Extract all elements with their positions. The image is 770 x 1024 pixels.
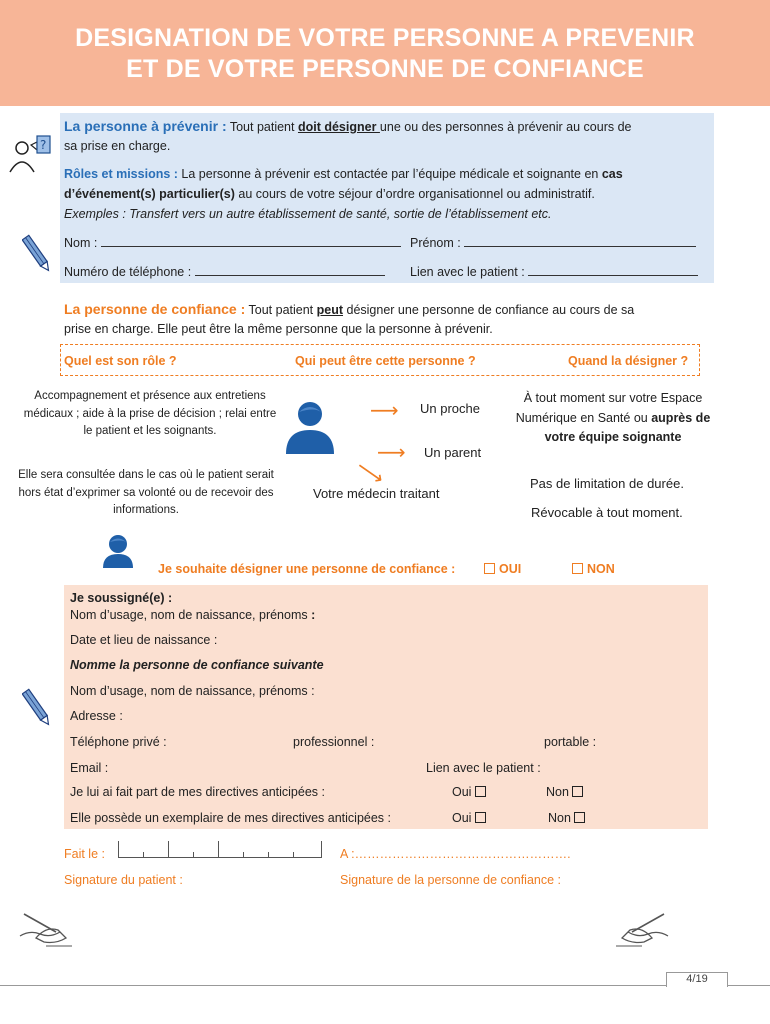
checkbox-oui[interactable]: OUI <box>484 561 521 577</box>
arrow-right-icon: ⟶ <box>370 400 399 422</box>
soussigne-label: Je soussigné(e) : <box>70 591 173 605</box>
checkbox-icon[interactable] <box>484 563 495 574</box>
prevenir-intro: La personne à prévenir : Tout patient doit désigner une ou des personnes à prévenir au cours de <box>64 118 632 134</box>
telephone-portable-field[interactable]: portable : <box>544 735 597 749</box>
question-when: Quand la désigner ? <box>568 354 689 368</box>
directives-copy-oui[interactable]: Oui <box>452 810 490 826</box>
page-number: 4/19 <box>666 972 728 987</box>
question-who: Qui peut être cette personne ? <box>295 354 476 368</box>
who-parent: Un parent <box>424 445 482 460</box>
title-banner <box>0 0 770 106</box>
fait-le-label: Fait le : <box>64 847 105 861</box>
pen-icon <box>22 686 52 730</box>
directives-part-non[interactable]: Non <box>546 784 587 800</box>
page-title-line-2: ET DE VOTRE PERSONNE DE CONFIANCE <box>126 55 644 83</box>
telephone-field[interactable]: Numéro de téléphone : <box>64 263 385 280</box>
signing-hand-icon <box>614 908 672 948</box>
date-lieu-field[interactable]: Date et lieu de naissance : <box>70 633 218 647</box>
nom-usage-confiance-field[interactable]: Nom d’usage, nom de naissance, prénoms : <box>70 684 315 698</box>
lieu-field[interactable]: A :……………………………………………. <box>340 847 571 861</box>
person-icon <box>284 400 336 454</box>
prevenir-heading: La personne à prévenir : <box>64 118 227 134</box>
lien-field[interactable]: Lien avec le patient : <box>410 263 698 280</box>
checkbox-icon[interactable] <box>572 563 583 574</box>
question-role: Quel est son rôle ? <box>64 354 177 368</box>
telephone-pro-field[interactable]: professionnel : <box>293 735 375 749</box>
email-field[interactable]: Email : <box>70 761 109 775</box>
when-no-limit: Pas de limitation de durée. <box>530 476 684 491</box>
checkbox-icon[interactable] <box>574 812 585 823</box>
prenom-field[interactable]: Prénom : <box>410 234 696 251</box>
checkbox-icon[interactable] <box>572 786 583 797</box>
checkbox-icon[interactable] <box>475 786 486 797</box>
who-medecin: Votre médecin traitant <box>313 486 440 501</box>
nom-field[interactable]: Nom : <box>64 234 401 251</box>
directives-copy-non[interactable]: Non <box>548 810 589 826</box>
arrow-right-icon: ⟶ <box>377 442 406 464</box>
signature-patient-label: Signature du patient : <box>64 873 183 887</box>
page-title-line-1: DESIGNATION DE VOTRE PERSONNE A PREVENIR <box>75 24 695 52</box>
signing-hand-icon <box>16 908 74 948</box>
checkbox-non[interactable]: NON <box>572 561 615 577</box>
nomme-label: Nomme la personne de confiance suivante <box>70 658 324 672</box>
nom-usage-field[interactable]: Nom d’usage, nom de naissance, prénoms : <box>70 608 316 622</box>
confiance-intro: La personne de confiance : Tout patient peut désigner une personne de confiance au cours de sa <box>64 301 635 317</box>
directives-copy-label: Elle possède un exemplaire de mes directives anticipées : <box>70 811 392 825</box>
svg-text:?: ? <box>40 138 47 152</box>
who-proche: Un proche <box>420 401 480 416</box>
arrow-down-right-icon: ⟶ <box>351 455 389 491</box>
date-entry-boxes[interactable] <box>118 841 322 858</box>
pen-icon <box>22 232 52 276</box>
checkbox-icon[interactable] <box>475 812 486 823</box>
lien-confiance-field[interactable]: Lien avec le patient : <box>426 761 541 775</box>
person-question-icon <box>6 132 56 176</box>
examples-text: Exemples : Transfert vers un autre établissement de santé, sortie de l’établissement etc. <box>64 207 552 221</box>
confiance-heading: La personne de confiance : <box>64 301 246 317</box>
directives-part-label: Je lui ai fait part de mes directives anticipées : <box>70 785 325 799</box>
footer-divider <box>0 985 770 986</box>
when-revocable: Révocable à tout moment. <box>531 505 683 520</box>
role-description: Accompagnement et présence aux entretiens médicaux ; aide à la prise de décision ; relai entre le patient et les soignants. <box>23 390 277 437</box>
roles-text: Rôles et missions : La personne à prévenir est contactée par l’équipe médicale et soignante en cas <box>64 167 623 181</box>
designation-question: Je souhaite désigner une personne de confiance : <box>158 562 456 576</box>
when-anytime: À tout moment sur votre Espace Numérique en Santé ou auprès de votre équipe soignante <box>515 391 711 444</box>
telephone-prive-field[interactable]: Téléphone privé : <box>70 735 167 749</box>
signature-confiance-label: Signature de la personne de confiance : <box>340 873 561 887</box>
directives-part-oui[interactable]: Oui <box>452 784 490 800</box>
role-consultation: Elle sera consultée dans le cas où le patient serait hors état d’exprimer sa volonté ou de recevoir des informations. <box>18 469 274 516</box>
person-icon <box>102 534 134 568</box>
adresse-field[interactable]: Adresse : <box>70 709 123 723</box>
